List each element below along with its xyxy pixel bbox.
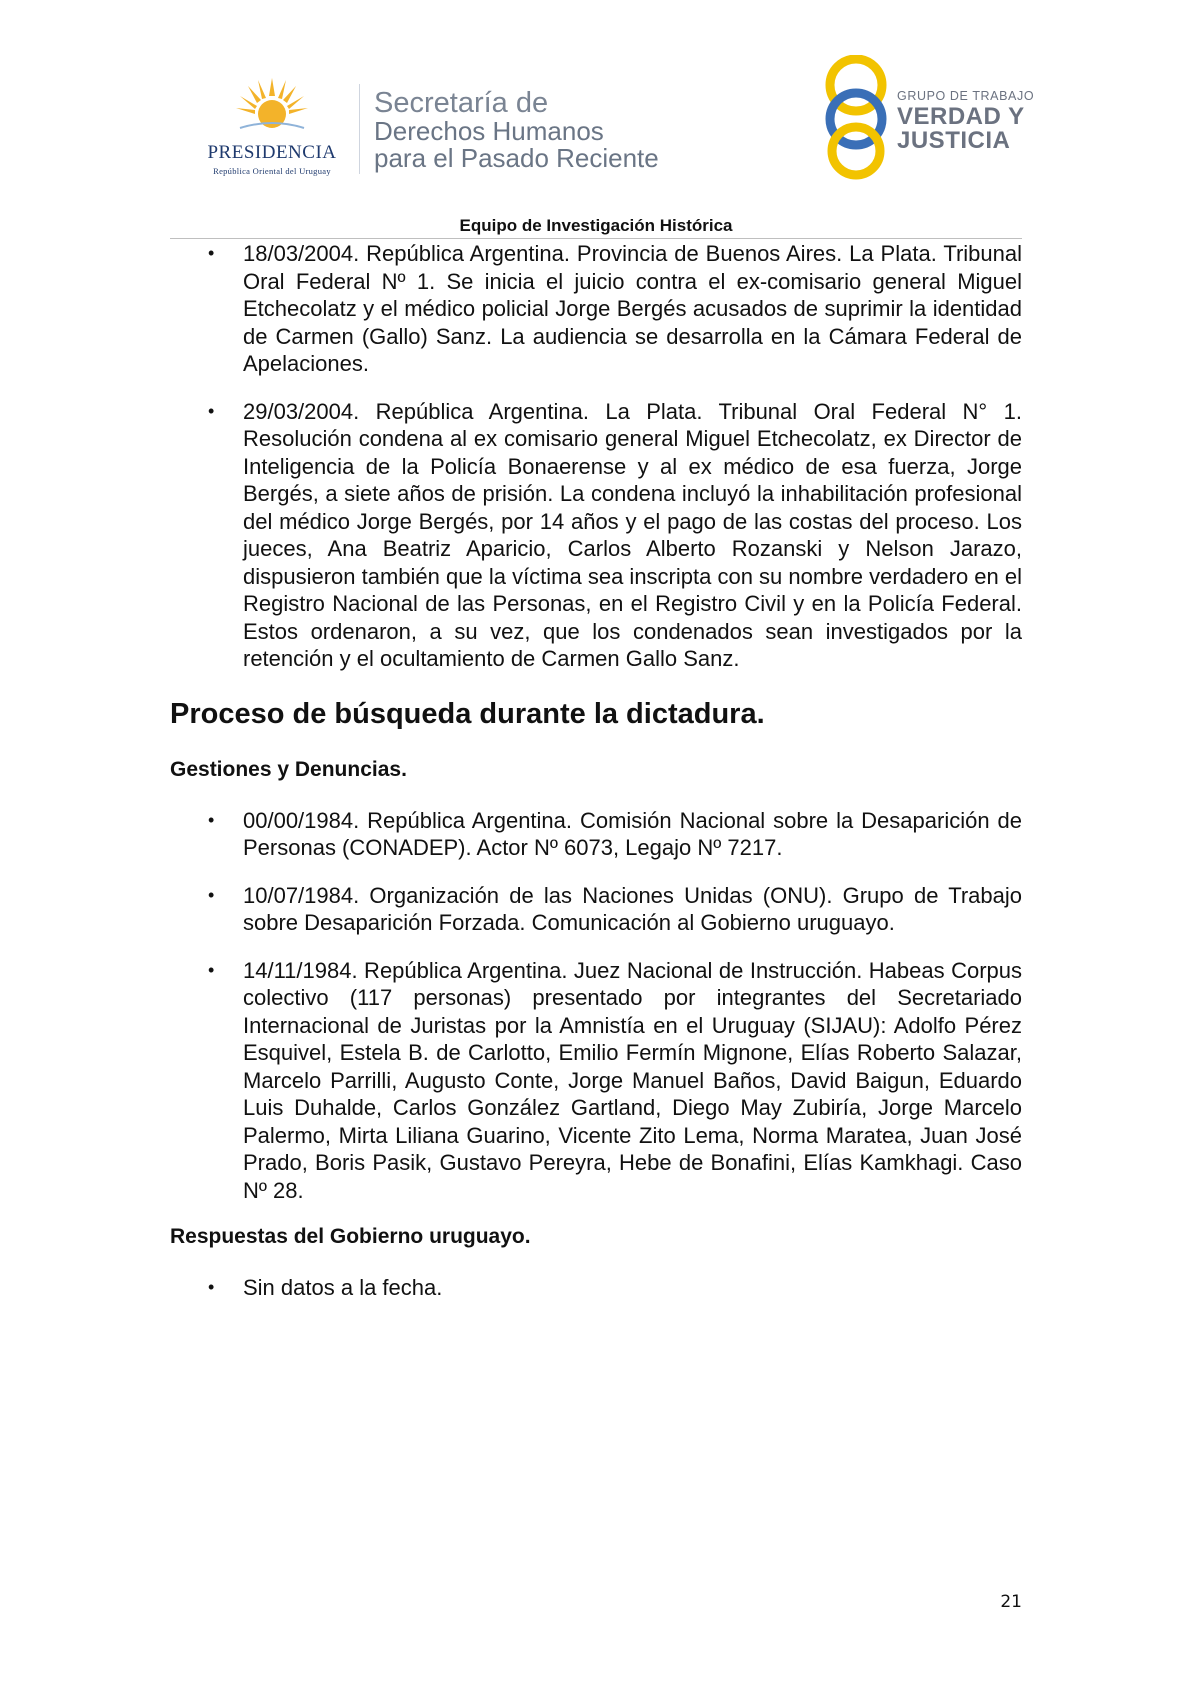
bullet-icon: • bbox=[208, 884, 215, 905]
grupo-line-2: JUSTICIA bbox=[897, 127, 1011, 154]
list-item-text: 18/03/2004. República Argentina. Provincia de Buenos Aires. La Plata. Tribunal Oral Federal Nº 1. Se inicia el juicio contra el ex-comisario general Miguel Etchecolatz y el médico policial Jorge Bergés acusados de suprimir la identidad de Carmen (Gallo) Sanz. La audiencia se desarrolla en la Cámara Federal de Apelaciones. bbox=[243, 241, 1022, 376]
grupo-small-label: GRUPO DE TRABAJO bbox=[897, 89, 1035, 103]
list-item-text: 10/07/1984. Organización de las Naciones Unidas (ONU). Grupo de Trabajo sobre Desaparición Forzada. Comunicación al Gobierno uruguayo. bbox=[243, 882, 1022, 935]
rings-icon bbox=[822, 55, 890, 180]
list-item bbox=[170, 398, 1022, 673]
page-number: 21 bbox=[1000, 1592, 1022, 1612]
list-item bbox=[170, 882, 1022, 937]
list-item-text: 00/00/1984. República Argentina. Comisión Nacional sobre la Desaparición de Personas (CONADEP). Actor Nº 6073, Legajo Nº 7217. bbox=[243, 807, 1022, 860]
respuestas-heading: Respuestas del Gobierno uruguayo. bbox=[170, 1225, 531, 1248]
intro-list bbox=[170, 240, 1022, 673]
page-header bbox=[0, 0, 1190, 240]
gestiones-list bbox=[170, 807, 1022, 1205]
list-item-text: 14/11/1984. República Argentina. Juez Nacional de Instrucción. Habeas Corpus colectivo (117 personas) presentado por integrantes del Secretariado Internacional de Juristas por la Amnistía en el Uruguay (SIJAU): Adolfo Pérez Esquivel, Estela B. de Carlotto, Emilio Fermín Mignone, Elías Roberto Salazar, Marcelo Parrilli, Augusto Conte, Jorge Manuel Baños, David Baigun, Eduardo Luis Duhalde, Carlos González Gartland, Diego May Zubiría, Jorge Marcelo Palermo, Mirta Liliana Guarino, Vicente Zito Lema, Norma Maratea, Juan José Prado, Boris Pasik, Gustavo Pereyra, Hebe de Bonafini, Elías Kamkhagi. Caso Nº 28. bbox=[243, 957, 1022, 1203]
list-item bbox=[170, 807, 1022, 862]
list-item-text: Sin datos a la fecha. bbox=[243, 1275, 443, 1300]
bullet-icon: • bbox=[208, 809, 215, 830]
list-item bbox=[170, 240, 1022, 378]
secretaria-line-3: para el Pasado Reciente bbox=[374, 143, 659, 173]
respuestas-list bbox=[170, 1274, 1022, 1302]
section-title: Proceso de búsqueda durante la dictadura. bbox=[170, 697, 765, 730]
list-item bbox=[170, 1274, 1022, 1302]
team-title: Equipo de Investigación Histórica bbox=[459, 216, 733, 235]
bullet-icon: • bbox=[208, 243, 215, 263]
presidencia-subtitle: República Oriental del Uruguay bbox=[213, 166, 331, 176]
sun-icon bbox=[236, 78, 308, 140]
presidencia-title: PRESIDENCIA bbox=[207, 142, 337, 163]
secretaria-logo-text bbox=[374, 88, 659, 172]
presidencia-logo bbox=[196, 78, 348, 178]
secretaria-line-2: Derechos Humanos bbox=[374, 116, 604, 146]
secretaria-line-1: Secretaría de bbox=[374, 87, 549, 119]
bullet-icon: • bbox=[208, 1277, 215, 1297]
list-item bbox=[170, 957, 1022, 1205]
list-item-text: 29/03/2004. República Argentina. La Plata. Tribunal Oral Federal N° 1. Resolución condena al ex comisario general Miguel Etchecolatz, ex Director de Inteligencia de la Policía Bonaerense y al ex médico de esa fuerza, Jorge Bergés, a siete años de prisión. La condena incluyó la inhabilitación profesional del médico Jorge Bergés, por 14 años y el pago de las costas del proceso. Los jueces, Ana Beatriz Aparicio, Carlos Alberto Rozanski y Nelson Jarazo, dispusieron también que la víctima sea inscripta con su nombre verdadero en el Registro Nacional de las Personas, en el Registro Civil y en la Policía Federal. Estos ordenaron, a su vez, que los condenados sean investigados por la retención y el ocultamiento de Carmen Gallo Sanz. bbox=[243, 398, 1022, 671]
document-body bbox=[170, 240, 1022, 1322]
grupo-line-1: VERDAD Y bbox=[897, 103, 1025, 130]
grupo-trabajo-logo bbox=[822, 55, 1042, 180]
bullet-icon: • bbox=[208, 400, 215, 421]
bullet-icon: • bbox=[208, 959, 215, 980]
header-divider bbox=[359, 84, 360, 174]
header-rule bbox=[170, 238, 1022, 239]
gestiones-heading: Gestiones y Denuncias. bbox=[170, 757, 407, 781]
